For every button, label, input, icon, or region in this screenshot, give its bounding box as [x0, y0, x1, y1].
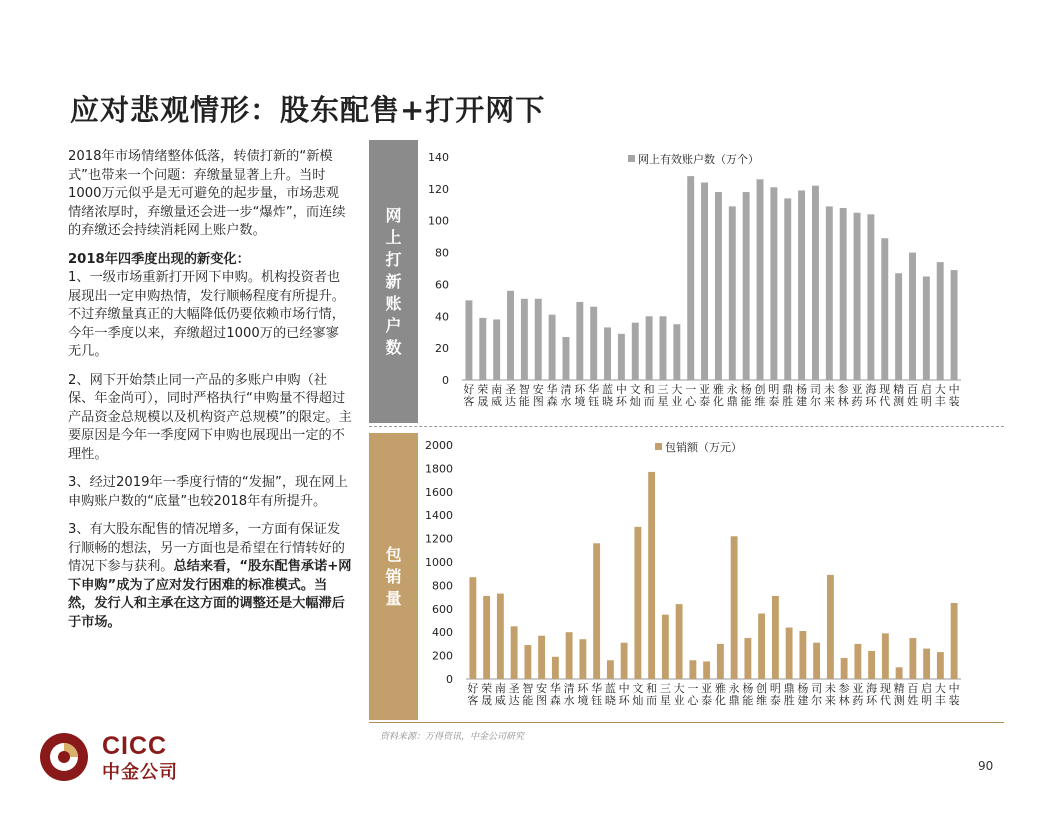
underwriting-x-tick-8-1: 境 [577, 694, 589, 707]
underwriting-x-tick-13-0: 和 [646, 682, 658, 695]
underwriting-x-tick-1-1: 晟 [481, 694, 493, 707]
underwriting-x-tick-15-0: 大 [673, 682, 685, 695]
paragraph-point-4 [68, 521, 352, 632]
paragraph-point-4-body: 3、有大股东配售的情况增多，一方面有保证发行顺畅的想法，另一方面也是希望在行情转好的情况下参与获利。 [68, 522, 345, 574]
accounts-x-tick-32-0: 百 [906, 383, 918, 396]
accounts-x-tick-23-0: 鼎 [782, 383, 794, 396]
accounts-x-tick-3-1: 达 [505, 395, 517, 408]
accounts-bar-12 [632, 323, 639, 380]
underwriting-x-tick-31-0: 精 [893, 682, 905, 695]
accounts-x-tick-25-1: 尔 [809, 395, 821, 408]
underwriting-x-tick-3-1: 达 [508, 694, 520, 707]
underwriting-bar-21 [758, 613, 765, 679]
accounts-x-tick-30-1: 代 [879, 395, 891, 408]
underwriting-y-tick-0: 0 [446, 673, 453, 686]
underwriting-x-tick-28-1: 药 [852, 694, 864, 707]
accounts-bar-33 [923, 276, 930, 380]
accounts-x-tick-9-0: 华 [588, 383, 600, 396]
accounts-x-tick-21-0: 创 [754, 383, 766, 396]
underwriting-bar-16 [689, 660, 696, 679]
underwriting-x-tick-21-1: 维 [756, 694, 768, 707]
accounts-x-tick-13-1: 而 [643, 395, 655, 408]
underwriting-bar-12 [634, 527, 641, 679]
accounts-x-tick-34-1: 丰 [934, 395, 946, 408]
accounts-x-tick-28-0: 亚 [851, 383, 863, 396]
accounts-x-tick-7-0: 清 [560, 383, 572, 396]
paragraph-point-2: 2、网下开始禁止同一产品的多账户申购（社保、年金尚可），同时严格执行“申购量不得超过产品资金总规模以及机构资产总规模”的限定。主要原因是今年一季度网下申购也展现出一定的不理性。 [68, 372, 352, 462]
text-block [68, 148, 352, 641]
side-label-underwriting [369, 433, 418, 720]
accounts-x-tick-25-0: 司 [809, 383, 821, 396]
accounts-x-tick-14-0: 三 [657, 383, 669, 396]
accounts-x-tick-3-0: 圣 [505, 383, 517, 396]
accounts-x-tick-19-0: 永 [726, 383, 738, 396]
accounts-bar-4 [521, 299, 528, 380]
underwriting-y-tick-7: 1400 [425, 509, 453, 523]
accounts-bar-11 [618, 334, 625, 380]
side-label-accounts [369, 140, 418, 423]
accounts-bar-34 [937, 262, 944, 380]
accounts-x-tick-0-1: 客 [463, 395, 475, 408]
underwriting-x-tick-9-1: 钰 [591, 694, 603, 707]
accounts-y-tick-7: 140 [428, 151, 449, 164]
accounts-bar-31 [895, 273, 902, 380]
accounts-x-tick-8-0: 环 [574, 383, 586, 396]
accounts-x-tick-24-1: 建 [796, 395, 808, 408]
source-note: 资料来源：万得资讯，中金公司研究 [380, 732, 525, 742]
underwriting-x-tick-9-0: 华 [591, 682, 603, 695]
accounts-bar-16 [687, 176, 694, 380]
accounts-x-tick-1-1: 晟 [477, 395, 489, 408]
accounts-x-tick-7-1: 水 [560, 395, 572, 408]
underwriting-x-tick-29-1: 环 [866, 694, 878, 707]
underwriting-bar-24 [799, 631, 806, 679]
accounts-x-tick-16-0: 一 [685, 383, 697, 396]
accounts-y-tick-3: 60 [435, 278, 449, 292]
underwriting-bar-1 [483, 596, 490, 679]
accounts-bar-15 [673, 324, 680, 380]
accounts-x-tick-29-0: 海 [865, 383, 877, 396]
underwriting-bar-2 [497, 594, 504, 679]
accounts-x-tick-12-0: 文 [629, 383, 641, 396]
underwriting-y-tick-9: 1800 [425, 462, 453, 476]
paragraph-conclusion: 总结来看，“股东配售承诺+网下申购”成为了应对发行困难的标准模式。当然，发行人和主承在这方面的调整还是大幅滞后于市场。 [68, 559, 352, 630]
accounts-bar-29 [867, 214, 874, 380]
underwriting-x-tick-30-0: 现 [879, 682, 891, 695]
underwriting-bar-30 [882, 633, 889, 679]
underwriting-y-tick-3: 600 [432, 602, 453, 616]
underwriting-x-tick-2-0: 南 [494, 682, 506, 695]
underwriting-x-tick-5-1: 图 [536, 694, 548, 707]
accounts-bar-22 [770, 187, 777, 380]
underwriting-x-tick-12-0: 文 [632, 682, 644, 695]
underwriting-x-tick-8-0: 环 [577, 682, 589, 695]
underwriting-x-tick-32-0: 百 [907, 682, 919, 695]
underwriting-legend-label: 包销额（万元） [665, 441, 742, 454]
accounts-x-tick-11-1: 环 [615, 395, 627, 408]
underwriting-y-tick-6: 1200 [425, 532, 453, 546]
accounts-bar-21 [757, 179, 764, 380]
logo-text-en: CICC [102, 732, 168, 760]
accounts-x-tick-18-1: 化 [712, 395, 724, 408]
accounts-x-tick-10-0: 蓝 [602, 383, 614, 396]
underwriting-bar-11 [621, 643, 628, 679]
accounts-x-tick-1-0: 荣 [477, 383, 489, 396]
underwriting-bar-28 [854, 644, 861, 679]
underwriting-bar-15 [676, 604, 683, 679]
underwriting-x-tick-22-1: 泰 [769, 694, 781, 707]
accounts-legend-swatch [628, 155, 635, 162]
underwriting-x-tick-17-1: 泰 [701, 694, 713, 707]
underwriting-bar-10 [607, 660, 614, 679]
underwriting-bar-7 [566, 632, 573, 679]
underwriting-bar-3 [511, 626, 518, 679]
underwriting-x-tick-6-0: 华 [549, 682, 561, 695]
accounts-x-tick-6-0: 华 [546, 383, 558, 396]
accounts-x-tick-34-0: 大 [934, 383, 946, 396]
underwriting-x-tick-4-1: 能 [522, 694, 534, 707]
underwriting-y-tick-8: 1600 [425, 485, 453, 499]
underwriting-bar-25 [813, 643, 820, 679]
accounts-bar-35 [951, 270, 958, 380]
underwriting-x-tick-29-0: 海 [866, 682, 878, 695]
underwriting-y-tick-4: 800 [432, 579, 453, 593]
accounts-x-tick-32-1: 姓 [906, 395, 918, 408]
accounts-bar-27 [840, 208, 847, 380]
underwriting-bar-17 [703, 661, 710, 679]
accounts-bar-26 [826, 206, 833, 380]
paragraph-point-1: 1、一级市场重新打开网下申购。机构投资者也展现出一定申购热情，发行顺畅程度有所提升。不过弃缴量真正的大幅降低仍要依赖市场行情，今年一季度以来，弃缴超过1000万的已经寥寥无几。 [68, 270, 345, 359]
underwriting-bar-27 [841, 658, 848, 679]
accounts-x-tick-20-1: 能 [740, 395, 752, 408]
underwriting-x-tick-14-1: 星 [659, 694, 671, 707]
underwriting-bar-18 [717, 644, 724, 679]
accounts-x-tick-35-0: 中 [948, 383, 960, 396]
underwriting-x-tick-30-1: 代 [879, 694, 891, 707]
underwriting-x-tick-28-0: 亚 [852, 682, 864, 695]
accounts-x-tick-35-1: 装 [948, 395, 960, 408]
underwriting-y-tick-1: 200 [432, 649, 453, 663]
underwriting-x-tick-19-0: 永 [728, 682, 740, 695]
accounts-bar-25 [812, 186, 819, 380]
accounts-x-tick-18-0: 雅 [712, 383, 724, 396]
accounts-x-tick-27-1: 林 [837, 395, 849, 408]
underwriting-x-tick-13-1: 而 [646, 694, 658, 707]
underwriting-x-tick-6-1: 森 [549, 694, 561, 707]
underwriting-x-tick-26-1: 来 [824, 694, 836, 707]
accounts-x-tick-33-0: 启 [920, 383, 932, 396]
underwriting-x-tick-16-0: 一 [687, 682, 699, 695]
underwriting-legend-swatch [655, 443, 662, 450]
accounts-x-tick-8-1: 境 [574, 395, 586, 408]
accounts-bar-20 [743, 192, 750, 380]
chart-underwriting [420, 433, 965, 720]
underwriting-x-tick-15-1: 业 [673, 694, 685, 707]
underwriting-bar-19 [731, 536, 738, 679]
accounts-legend-label: 网上有效账户数（万个） [638, 153, 759, 166]
accounts-y-tick-6: 120 [428, 182, 449, 196]
accounts-bar-9 [590, 307, 597, 380]
underwriting-bar-26 [827, 575, 834, 679]
underwriting-bar-33 [923, 649, 930, 679]
accounts-x-tick-28-1: 药 [851, 395, 863, 408]
accounts-x-tick-26-1: 来 [823, 395, 835, 408]
underwriting-x-tick-27-1: 林 [838, 694, 850, 707]
underwriting-bar-13 [648, 472, 655, 679]
underwriting-bar-35 [951, 603, 958, 679]
underwriting-x-tick-23-0: 鼎 [783, 682, 795, 695]
underwriting-x-tick-0-0: 好 [467, 682, 479, 695]
accounts-x-tick-5-1: 图 [532, 395, 544, 408]
chart-accounts [420, 140, 965, 423]
accounts-x-tick-22-0: 明 [768, 383, 780, 396]
underwriting-x-tick-33-0: 启 [921, 682, 933, 695]
accounts-bar-23 [784, 198, 791, 380]
accounts-bar-1 [479, 318, 486, 380]
accounts-x-tick-23-1: 胜 [782, 395, 794, 408]
accounts-y-tick-1: 20 [435, 342, 449, 356]
accounts-bar-18 [715, 192, 722, 380]
accounts-x-tick-30-0: 现 [879, 383, 891, 396]
accounts-x-tick-6-1: 森 [546, 395, 558, 408]
underwriting-x-tick-22-0: 明 [769, 682, 781, 695]
accounts-x-tick-21-1: 维 [754, 395, 766, 408]
accounts-x-tick-17-0: 亚 [699, 383, 711, 396]
accounts-x-tick-10-1: 晓 [602, 395, 614, 408]
underwriting-x-tick-32-1: 姓 [907, 694, 919, 707]
underwriting-x-tick-24-0: 杨 [797, 682, 809, 695]
underwriting-y-tick-2: 400 [432, 626, 453, 640]
accounts-x-tick-11-0: 中 [615, 383, 627, 396]
accounts-bar-8 [576, 302, 583, 380]
underwriting-x-tick-20-0: 杨 [742, 682, 754, 695]
underwriting-x-tick-26-0: 未 [824, 682, 836, 695]
underwriting-x-tick-35-1: 装 [948, 694, 960, 707]
underwriting-x-tick-24-1: 建 [797, 694, 809, 707]
accounts-x-tick-33-1: 明 [920, 395, 932, 408]
underwriting-bar-9 [593, 543, 600, 679]
underwriting-bar-29 [868, 651, 875, 679]
underwriting-x-tick-27-0: 参 [838, 682, 850, 695]
accounts-bar-24 [798, 190, 805, 380]
accounts-bar-13 [646, 316, 653, 380]
accounts-bar-0 [465, 300, 472, 380]
underwriting-bar-6 [552, 657, 559, 679]
accounts-x-tick-13-0: 和 [643, 383, 655, 396]
accounts-x-tick-9-1: 钰 [588, 395, 600, 408]
underwriting-bar-14 [662, 615, 669, 679]
underwriting-bar-0 [469, 577, 476, 679]
underwriting-bar-31 [896, 667, 903, 679]
accounts-bar-5 [535, 299, 542, 380]
underwriting-x-tick-23-1: 胜 [783, 694, 795, 707]
underwriting-bar-4 [524, 645, 531, 679]
accounts-bar-17 [701, 182, 708, 380]
accounts-x-tick-2-1: 威 [491, 395, 503, 408]
paragraph-intro: 2018年市场情绪整体低落，转债打新的“新模式”也带来一个问题：弃缴量显著上升。当时1000万元似乎是无可避免的起步量，市场悲观情绪浓厚时，弃缴量还会进一步“爆炸”，而连续的弃缴还会持续消耗网上账户数。 [68, 149, 346, 238]
underwriting-x-tick-10-0: 蓝 [604, 682, 616, 695]
logo-text-cn: 中金公司 [102, 762, 178, 783]
accounts-x-tick-4-1: 能 [518, 395, 530, 408]
accounts-bar-19 [729, 206, 736, 380]
footer-divider [369, 722, 1004, 723]
accounts-x-tick-4-0: 智 [518, 383, 530, 396]
underwriting-bar-23 [786, 628, 793, 679]
accounts-x-tick-14-1: 星 [657, 395, 669, 408]
side-label-underwriting-text: 包销量 [385, 544, 402, 608]
page-title: 应对悲观情形：股东配售+打开网下 [70, 93, 546, 127]
underwriting-y-tick-10: 2000 [425, 439, 453, 452]
underwriting-x-tick-12-1: 灿 [632, 694, 644, 707]
underwriting-x-tick-2-1: 威 [494, 694, 506, 707]
accounts-bar-28 [854, 213, 861, 380]
section-heading: 2018年四季度出现的新变化： [68, 251, 250, 267]
underwriting-bar-22 [772, 596, 779, 679]
underwriting-bar-20 [744, 638, 751, 679]
accounts-bar-2 [493, 319, 500, 380]
accounts-x-tick-19-1: 鼎 [726, 395, 738, 408]
underwriting-x-tick-33-1: 明 [921, 694, 933, 707]
underwriting-x-tick-19-1: 鼎 [728, 694, 740, 707]
accounts-x-tick-29-1: 环 [865, 395, 877, 408]
accounts-x-tick-15-1: 业 [671, 395, 683, 408]
accounts-bar-10 [604, 327, 611, 380]
underwriting-x-tick-25-0: 司 [811, 682, 823, 695]
underwriting-x-tick-17-0: 亚 [701, 682, 713, 695]
underwriting-bar-8 [579, 639, 586, 679]
accounts-bar-7 [562, 337, 569, 380]
underwriting-x-tick-7-1: 水 [563, 694, 575, 707]
underwriting-y-tick-5: 1000 [425, 556, 453, 569]
accounts-bar-14 [660, 316, 667, 380]
accounts-y-tick-4: 80 [435, 246, 449, 260]
underwriting-x-tick-11-0: 中 [618, 682, 630, 695]
underwriting-x-tick-34-0: 大 [934, 682, 946, 695]
underwriting-x-tick-1-0: 荣 [481, 682, 493, 695]
accounts-bar-32 [909, 253, 916, 380]
accounts-x-tick-16-1: 心 [685, 395, 697, 408]
accounts-x-tick-22-1: 泰 [768, 395, 780, 408]
underwriting-x-tick-16-1: 心 [687, 694, 699, 707]
accounts-x-tick-5-0: 安 [532, 383, 544, 396]
page-number: 90 [978, 759, 994, 773]
accounts-x-tick-24-0: 杨 [796, 383, 808, 396]
accounts-x-tick-12-1: 灿 [629, 395, 641, 408]
underwriting-x-tick-18-1: 化 [714, 694, 726, 707]
underwriting-bar-34 [937, 652, 944, 679]
accounts-y-tick-0: 0 [442, 374, 449, 387]
accounts-x-tick-17-1: 泰 [699, 395, 711, 408]
underwriting-x-tick-7-0: 清 [563, 682, 575, 695]
underwriting-x-tick-35-0: 中 [948, 682, 960, 695]
underwriting-bar-5 [538, 636, 545, 679]
accounts-x-tick-2-0: 南 [491, 383, 503, 396]
side-label-accounts-text: 网上打新账户数 [385, 205, 402, 357]
underwriting-x-tick-34-1: 丰 [934, 694, 946, 707]
underwriting-x-tick-20-1: 能 [742, 694, 754, 707]
underwriting-x-tick-3-0: 圣 [508, 682, 520, 695]
accounts-bar-6 [549, 315, 556, 380]
underwriting-x-tick-14-0: 三 [659, 682, 671, 695]
accounts-x-tick-27-0: 参 [837, 383, 849, 396]
underwriting-x-tick-5-0: 安 [536, 682, 548, 695]
underwriting-x-tick-4-0: 智 [522, 682, 534, 695]
chart-divider [369, 426, 1004, 427]
accounts-x-tick-15-0: 大 [671, 383, 683, 396]
underwriting-bar-32 [909, 638, 916, 679]
underwriting-x-tick-31-1: 测 [893, 694, 905, 707]
paragraph-point-3: 3、经过2019年一季度行情的“发掘”，现在网上申购账户数的“底量”也较2018年有所提升。 [68, 475, 348, 509]
accounts-x-tick-31-1: 测 [893, 395, 905, 408]
accounts-x-tick-20-0: 杨 [740, 383, 752, 396]
accounts-x-tick-31-0: 精 [893, 383, 905, 396]
accounts-x-tick-26-0: 未 [823, 383, 835, 396]
underwriting-x-tick-10-1: 晓 [604, 694, 616, 707]
underwriting-x-tick-18-0: 雅 [714, 682, 726, 695]
underwriting-x-tick-21-0: 创 [756, 682, 768, 695]
underwriting-x-tick-0-1: 客 [467, 694, 479, 707]
accounts-y-tick-2: 40 [435, 310, 449, 324]
accounts-bar-3 [507, 291, 514, 380]
underwriting-x-tick-25-1: 尔 [811, 694, 823, 707]
accounts-bar-30 [881, 238, 888, 380]
accounts-y-tick-5: 100 [428, 214, 449, 228]
accounts-x-tick-0-0: 好 [463, 383, 475, 396]
underwriting-x-tick-11-1: 环 [618, 694, 630, 707]
